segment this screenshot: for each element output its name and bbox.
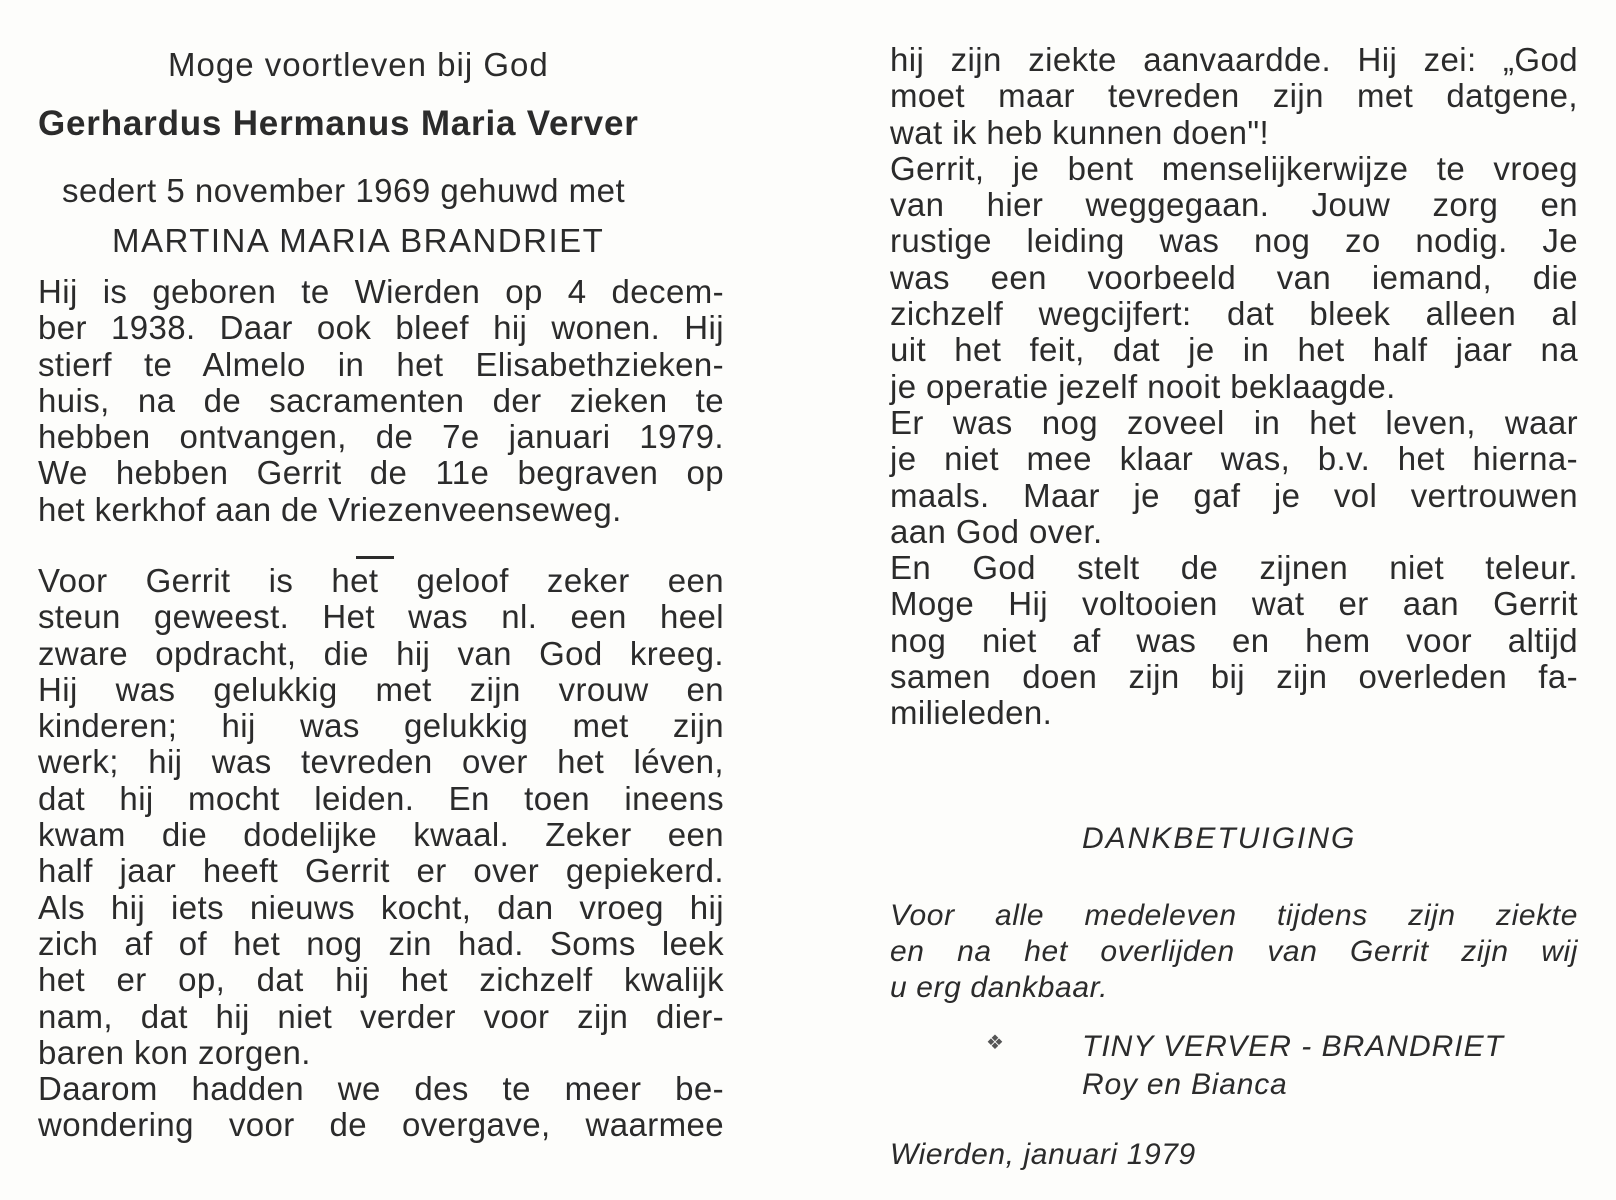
text-line: aan God over. [890, 512, 1103, 550]
text-line: samen doen zijn bij zijn overleden fa- [890, 658, 1578, 696]
biography-paragraph [38, 274, 724, 528]
text-line: en na het overlijden van Gerrit zijn wij [890, 935, 1578, 968]
text-line: dat hij mocht leiden. En toen ineens [38, 779, 724, 817]
text-line: moet maar tevreden zijn met datgene, [890, 77, 1578, 115]
text-line: hebben ontvangen, de 7e januari 1979. [38, 418, 724, 456]
text-line: van hier weggegaan. Jouw zorg en [890, 186, 1578, 224]
text-line: Hij was gelukkig met zijn vrouw en [38, 670, 724, 708]
acceptance-paragraph [890, 42, 1578, 732]
text-line: zich af of het nog zin had. Soms leek [38, 924, 724, 962]
ink-mark-icon: ❖ [986, 1032, 1004, 1054]
text-line: rustige leiding was nog zo nodig. Je [890, 222, 1578, 260]
text-line: je niet mee klaar was, b.v. het hierna- [890, 440, 1578, 478]
text-line: hij zijn ziekte aanvaardde. Hij zei: „God [890, 41, 1578, 78]
signature-children: Roy en Bianca [1082, 1068, 1288, 1101]
text-line: zware opdracht, die hij van God kreeg. [38, 634, 724, 672]
separator-dash [356, 556, 394, 559]
thanks-paragraph [890, 898, 1578, 1006]
text-line: ber 1938. Daar ook bleef hij wonen. Hij [38, 309, 724, 347]
text-line: Daarom hadden we des te meer be- [38, 1070, 724, 1108]
marriage-line: sedert 5 november 1969 gehuwd met [62, 172, 626, 209]
text-line: stierf te Almelo in het Elisabethzieken- [38, 345, 724, 383]
text-line: zichzelf wegcijfert: dat bleek alleen al [890, 295, 1578, 333]
text-line: je operatie jezelf nooit beklaagde. [890, 367, 1396, 405]
text-line: wondering voor de overgave, waarmee [38, 1106, 724, 1144]
text-line: half jaar heeft Gerrit er over gepiekerd. [38, 852, 724, 890]
text-line: Voor alle medeleven tijdens zijn ziekte [890, 899, 1578, 932]
text-line: Moge Hij voltooien wat er aan Gerrit [890, 585, 1578, 623]
thanks-title: DANKBETUIGING [1082, 822, 1357, 855]
text-line: kinderen; hij was gelukkig met zijn [38, 707, 724, 745]
text-line: Er was nog zoveel in het leven, waar [890, 403, 1578, 441]
text-line: steun geweest. Het was nl. een heel [38, 598, 724, 636]
text-line: milieleden. [890, 694, 1053, 732]
deceased-name: Gerhardus Hermanus Maria Verver [38, 104, 639, 143]
text-line: Voor Gerrit is het geloof zeker een [38, 562, 724, 599]
text-line: baren kon zorgen. [38, 1033, 311, 1071]
text-line: maals. Maar je gaf je vol vertrouwen [890, 476, 1578, 514]
text-line: was een voorbeeld van iemand, die [890, 258, 1578, 296]
text-line: huis, na de sacramenten der zieken te [38, 381, 724, 419]
text-line: Hij is geboren te Wierden op 4 decem- [38, 273, 724, 310]
text-line: uit het feit, dat je in het half jaar na [890, 331, 1578, 369]
text-line: kwam die dodelijke kwaal. Zeker een [38, 816, 724, 854]
text-line: wat ik heb kunnen doen"! [890, 113, 1270, 151]
motto: Moge voortleven bij God [168, 46, 549, 83]
text-line: nog niet af was en hem voor altijd [890, 621, 1578, 659]
text-line: nam, dat hij niet verder voor zijn dier- [38, 997, 724, 1035]
faith-paragraph [38, 563, 724, 1144]
signature-name: TINY VERVER - BRANDRIET [1082, 1030, 1504, 1063]
text-line: u erg dankbaar. [890, 971, 1109, 1004]
text-line: werk; hij was tevreden over het léven, [38, 743, 724, 781]
text-line: En God stelt de zijnen niet teleur. [890, 549, 1578, 587]
text-line: het kerkhof aan de Vriezenveenseweg. [38, 490, 622, 528]
text-line: Gerrit, je bent menselijkerwijze te vroeg [890, 149, 1578, 187]
text-line: Als hij iets nieuws kocht, dan vroeg hij [38, 888, 724, 926]
place-date: Wierden, januari 1979 [890, 1138, 1196, 1171]
text-line: We hebben Gerrit de 11e begraven op [38, 454, 724, 492]
text-line: het er op, dat hij het zichzelf kwalijk [38, 961, 724, 999]
spouse-name: MARTINA MARIA BRANDRIET [112, 222, 605, 259]
